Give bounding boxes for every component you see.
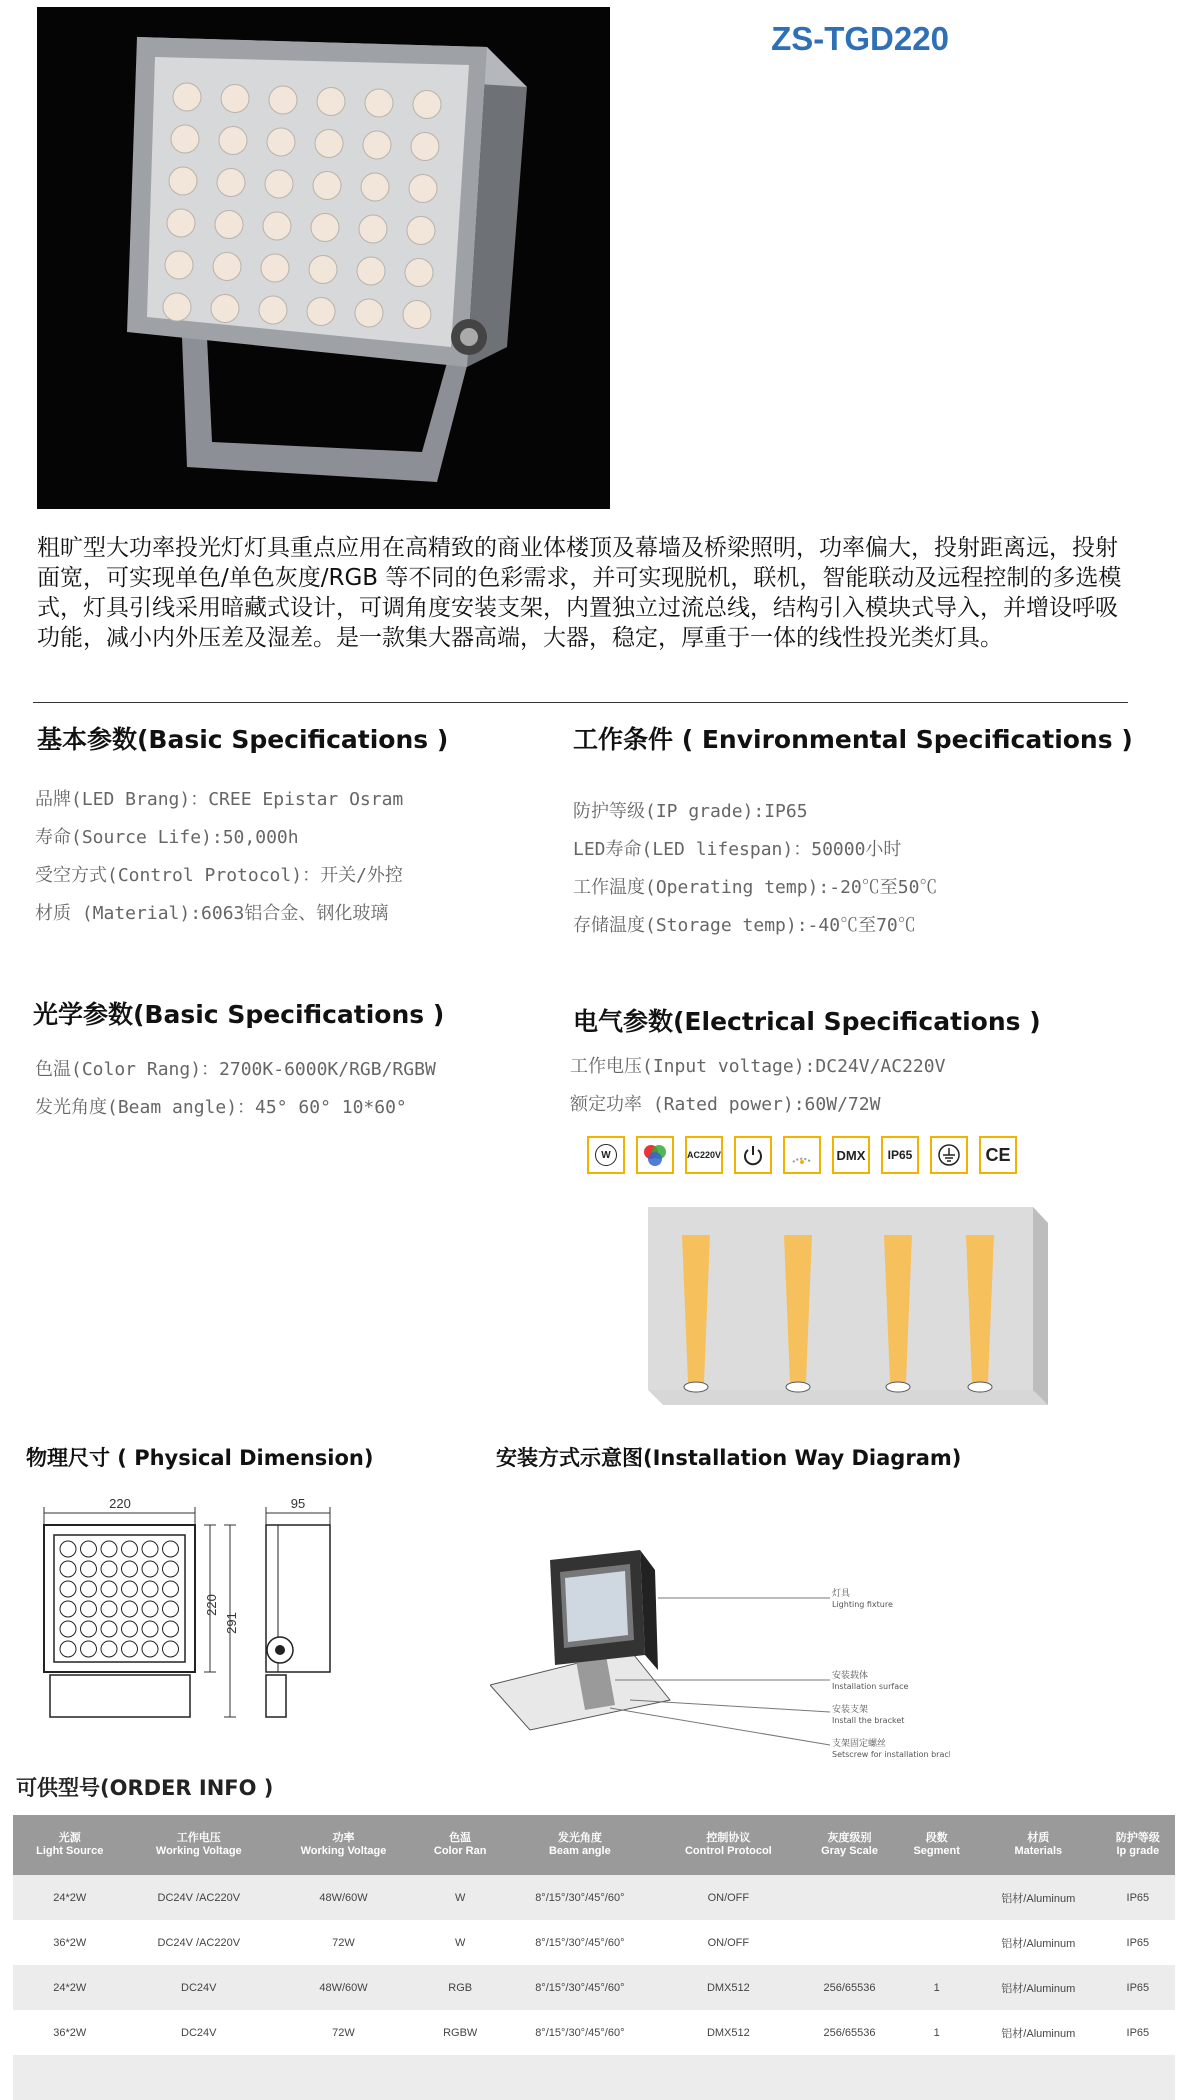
install-label-bracket-en: Install the bracket xyxy=(832,1716,905,1725)
model-number: ZS-TGD220 xyxy=(771,20,949,57)
environmental-specs-title: 工作条件 ( Environmental Specifications ) xyxy=(573,725,1133,754)
cell: DC24V xyxy=(181,2026,217,2039)
spec-rated-power: 额定功率 (Rated power):60W/72W xyxy=(570,1094,881,1115)
basic-specs-title: 基本参数(Basic Specifications ) xyxy=(37,725,449,754)
led-outline xyxy=(142,1581,158,1597)
led-outline xyxy=(101,1601,117,1617)
th-beam-angle: 发光角度 Beam angle xyxy=(505,1815,656,1875)
fixture-base xyxy=(684,1382,708,1392)
led-outline xyxy=(81,1561,97,1577)
cell: 48W/60W xyxy=(271,1875,416,1920)
cell: 256/65536 xyxy=(802,1965,898,2010)
product-photo xyxy=(37,7,610,509)
led-lens xyxy=(269,86,297,114)
led-lens xyxy=(357,257,385,285)
rgb-icon xyxy=(636,1136,674,1174)
cell: IP65 xyxy=(1126,2026,1150,2039)
cell: ON/OFF xyxy=(655,1875,801,1920)
led-lens xyxy=(307,298,335,326)
cell: 256/65536 xyxy=(823,2026,876,2039)
led-lens xyxy=(265,170,293,198)
led-outline xyxy=(81,1641,97,1657)
th-gray-scale: 灰度级别 Gray Scale xyxy=(802,1815,898,1875)
led-outline xyxy=(163,1621,179,1637)
watt-icon: W xyxy=(587,1136,625,1174)
installation-diagram xyxy=(490,1540,950,1774)
cell xyxy=(898,1875,976,1920)
led-lens xyxy=(355,299,383,327)
order-table-header xyxy=(13,1815,1175,1875)
install-label-bracket-cn: 安装支架 xyxy=(832,1705,869,1715)
led-lens xyxy=(403,301,431,329)
led-outline xyxy=(101,1581,117,1597)
led-outline xyxy=(122,1621,138,1637)
table-row xyxy=(13,1965,1175,2010)
cell: DMX512 xyxy=(706,2026,750,2039)
led-lens xyxy=(217,169,245,197)
cell: ON/OFF xyxy=(707,1936,750,1949)
spec-life: 寿命(Source Life):50,000h xyxy=(35,827,299,848)
cell: RGB xyxy=(416,1965,505,2010)
spec-beam-angle: 发光角度(Beam angle)：45° 60° 10*60° xyxy=(35,1097,407,1118)
led-outline xyxy=(60,1541,76,1557)
table-row xyxy=(13,1920,1175,1965)
optical-specs-title: 光学参数(Basic Specifications ) xyxy=(33,1000,445,1029)
led-outline xyxy=(81,1541,97,1557)
cell: 铝材/Aluminum xyxy=(1001,2027,1076,2040)
led-outline xyxy=(101,1541,117,1557)
led-outline xyxy=(142,1541,158,1557)
led-lens xyxy=(169,167,197,195)
cell: W xyxy=(454,1936,466,1949)
beam-icon xyxy=(783,1136,821,1174)
fixture-base xyxy=(886,1382,910,1392)
led-lens xyxy=(361,173,389,201)
led-lens xyxy=(213,253,241,281)
led-lens xyxy=(261,254,289,282)
led-lens xyxy=(363,131,391,159)
install-label-surface-cn: 安装载体 xyxy=(832,1671,869,1681)
ac220v-icon: AC220V xyxy=(685,1136,723,1174)
install-label-surface-en: Installation surface xyxy=(832,1682,909,1691)
dim-total-label: 291 xyxy=(224,1612,239,1634)
led-lens xyxy=(259,296,287,324)
led-outline xyxy=(142,1641,158,1657)
fixture-base xyxy=(786,1382,810,1392)
cell: 铝材/Aluminum xyxy=(976,1875,1101,1920)
th-control-protocol: 控制协议 Control Protocol xyxy=(655,1815,801,1875)
th-working-voltage: 工作电压 Working Voltage xyxy=(126,1815,271,1875)
led-lens xyxy=(263,212,291,240)
dim-depth-label: 95 xyxy=(290,1496,306,1511)
table-row xyxy=(13,2010,1175,2055)
cell: 铝材/Aluminum xyxy=(1001,1937,1076,1950)
cell: RGBW xyxy=(443,2026,478,2039)
led-outline xyxy=(60,1641,76,1657)
table-row xyxy=(13,1875,1175,1920)
led-outline xyxy=(81,1621,97,1637)
cell: 36*2W xyxy=(53,1936,87,1949)
spec-material: 材质 (Material):6063铝合金、钢化玻璃 xyxy=(35,903,389,924)
cell: W xyxy=(416,1875,505,1920)
cell: 72W xyxy=(332,2026,355,2039)
cell: DMX512 xyxy=(655,1965,801,2010)
led-outline xyxy=(101,1641,117,1657)
led-outline xyxy=(163,1541,179,1557)
led-outline xyxy=(142,1601,158,1617)
led-lens xyxy=(171,125,199,153)
cell: DC24V /AC220V xyxy=(126,1875,271,1920)
cell: 24*2W xyxy=(13,1875,126,1920)
led-outline xyxy=(122,1541,138,1557)
led-lens xyxy=(411,133,439,161)
led-outline xyxy=(163,1641,179,1657)
th-power: 功率 Working Voltage xyxy=(271,1815,416,1875)
cell xyxy=(13,2055,1175,2100)
led-outline xyxy=(60,1621,76,1637)
dim-width-label: 220 xyxy=(109,1496,131,1511)
dim-height-label: 220 xyxy=(204,1594,219,1616)
cell xyxy=(802,1875,898,1920)
led-lens xyxy=(413,91,441,119)
divider xyxy=(33,702,1128,703)
environmental-specs-list xyxy=(573,797,937,949)
led-outline xyxy=(122,1561,138,1577)
ip65-icon: IP65 xyxy=(881,1136,919,1174)
cert-icon-row xyxy=(587,1136,1017,1174)
cell: 8°/15°/30°/45°/60° xyxy=(535,2026,625,2039)
cell: IP65 xyxy=(1101,1965,1175,2010)
led-lens xyxy=(267,128,295,156)
cell: 24*2W xyxy=(13,1965,126,2010)
led-lens xyxy=(219,127,247,155)
led-outline xyxy=(101,1561,117,1577)
cell: IP65 xyxy=(1126,1936,1150,1949)
led-outline xyxy=(60,1601,76,1617)
led-lens xyxy=(167,209,195,237)
led-lens xyxy=(359,215,387,243)
led-outline xyxy=(142,1561,158,1577)
led-lens xyxy=(365,89,393,117)
led-outline xyxy=(142,1621,158,1637)
led-outline xyxy=(60,1581,76,1597)
led-lens xyxy=(407,217,435,245)
cell: 8°/15°/30°/45°/60° xyxy=(505,1875,656,1920)
th-ip-grade: 防护等级 Ip grade xyxy=(1101,1815,1175,1875)
install-label-screw-en: Setscrew for installation bracket xyxy=(832,1750,950,1759)
led-outline xyxy=(122,1581,138,1597)
installation-title: 安装方式示意图(Installation Way Diagram) xyxy=(496,1446,962,1470)
th-segment: 段数 Segment xyxy=(898,1815,976,1875)
basic-specs-list xyxy=(35,785,403,937)
spec-control: 受空方式(Control Protocol)：开关/外控 xyxy=(35,865,403,886)
table-row-empty xyxy=(13,2055,1175,2100)
physical-dimension-title: 物理尺寸 ( Physical Dimension) xyxy=(26,1446,374,1470)
led-outline xyxy=(122,1601,138,1617)
cell: 铝材/Aluminum xyxy=(976,1965,1101,2010)
cell: DC24V /AC220V xyxy=(157,1936,241,1949)
led-outline xyxy=(101,1621,117,1637)
electrical-specs-title: 电气参数(Electrical Specifications ) xyxy=(573,1007,1041,1036)
led-lens xyxy=(315,130,343,158)
cell: 8°/15°/30°/45°/60° xyxy=(535,1936,625,1949)
dmx-icon: DMX xyxy=(832,1136,870,1174)
cell: 48W/60W xyxy=(271,1965,416,2010)
install-label-screw-cn: 支架固定螺丝 xyxy=(832,1739,887,1749)
spec-brand: 品牌(LED Brang)：CREE Epistar Osram xyxy=(35,789,404,810)
install-label-fixture-cn: 灯具 xyxy=(832,1589,851,1599)
spec-color-range: 色温(Color Rang)：2700K-6000K/RGB/RGBW xyxy=(35,1059,436,1080)
th-light-source: 光源 Light Source xyxy=(13,1815,126,1875)
led-lens xyxy=(211,295,239,323)
led-lens xyxy=(405,259,433,287)
order-table xyxy=(13,1815,1175,2100)
spec-led-lifespan: LED寿命(LED lifespan)：50000小时 xyxy=(573,839,902,860)
led-lens xyxy=(163,293,191,321)
led-lens xyxy=(313,172,341,200)
th-materials: 材质 Materials xyxy=(976,1815,1101,1875)
led-outline xyxy=(81,1581,97,1597)
cell: 72W xyxy=(332,1936,355,1949)
cell: IP65 xyxy=(1101,1875,1175,1920)
order-info-title: 可供型号(ORDER INFO ) xyxy=(16,1776,274,1800)
ce-icon: CE xyxy=(979,1136,1017,1174)
led-outline xyxy=(163,1601,179,1617)
cell xyxy=(802,1920,898,1965)
cell: 8°/15°/30°/45°/60° xyxy=(505,1965,656,2010)
led-lens xyxy=(173,83,201,111)
optical-specs-list xyxy=(35,1055,436,1131)
led-lens xyxy=(317,88,345,116)
led-lens xyxy=(221,85,249,113)
spec-storage-temp: 存储温度(Storage temp):-40℃至70℃ xyxy=(573,915,916,936)
power-icon xyxy=(734,1136,772,1174)
product-description: 粗旷型大功率投光灯灯具重点应用在高精致的商业体楼顶及幕墙及桥梁照明，功率偏大，投射距离远，投射面宽，可实现单色/单色灰度/RGB 等不同的色彩需求，并可实现脱机，联机，智能联动及远程控制的多选模式，灯具引线采用暗藏式设计，可调角度安装支架，内置独立过流总线，结构引入模块式导入，并增设呼吸功能，减小内外压差及湿差。是一款集大器高端，大器，稳定，厚重于一体的线性投光类灯具。 xyxy=(37,535,1122,651)
physical-dimension-drawing xyxy=(30,1495,370,1749)
spec-input-voltage: 工作电压(Input voltage):DC24V/AC220V xyxy=(570,1056,946,1077)
led-lens xyxy=(409,175,437,203)
led-lens xyxy=(309,256,337,284)
led-lens xyxy=(165,251,193,279)
cell xyxy=(898,1920,976,1965)
cell: 1 xyxy=(933,2026,940,2039)
th-color-range: 色温 Color Ran xyxy=(416,1815,505,1875)
led-outline xyxy=(60,1561,76,1577)
spec-ip-grade: 防护等级(IP grade):IP65 xyxy=(573,801,808,822)
ground-icon xyxy=(930,1136,968,1174)
cell: 36*2W xyxy=(53,2026,87,2039)
wall-wash-illustration xyxy=(648,1205,1048,1419)
cell: 1 xyxy=(898,1965,976,2010)
spec-operating-temp: 工作温度(Operating temp):-20℃至50℃ xyxy=(573,877,938,898)
led-lens xyxy=(311,214,339,242)
led-outline xyxy=(122,1641,138,1657)
electrical-specs-list xyxy=(570,1052,945,1128)
led-outline xyxy=(81,1601,97,1617)
cell: DC24V xyxy=(126,1965,271,2010)
install-label-fixture-en: Lighting fixture xyxy=(832,1600,893,1609)
led-lens xyxy=(215,211,243,239)
led-outline xyxy=(163,1561,179,1577)
led-outline xyxy=(163,1581,179,1597)
fixture-base xyxy=(968,1382,992,1392)
